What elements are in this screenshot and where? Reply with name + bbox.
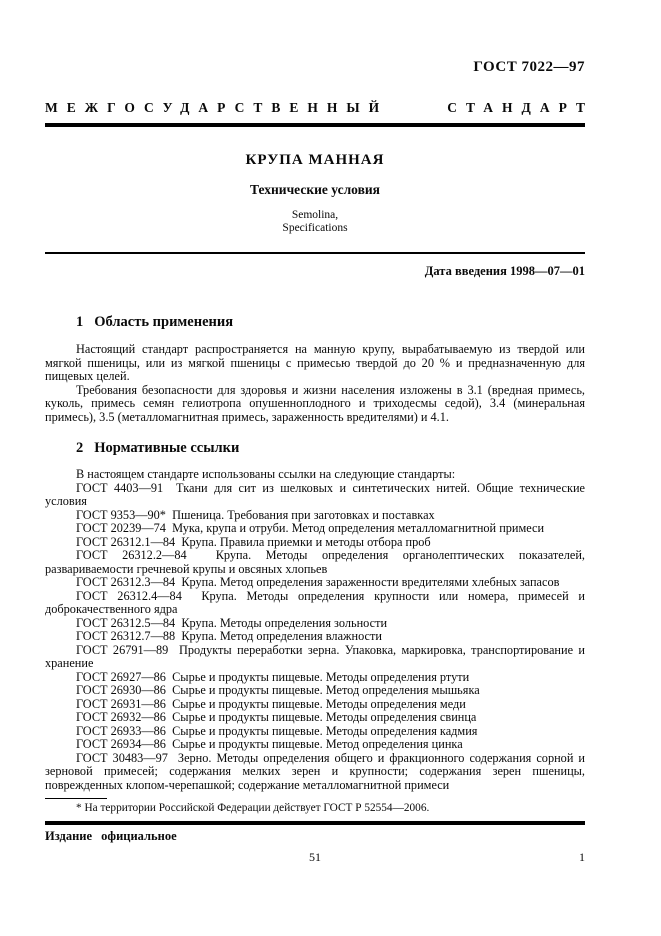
doc-code: ГОСТ 7022—97 bbox=[473, 59, 585, 75]
header-rule bbox=[45, 123, 585, 127]
standard-type-banner bbox=[45, 100, 594, 115]
reference-item: ГОСТ 26934—86 Сырье и продукты пищевые. Метод определения цинка bbox=[76, 737, 463, 751]
reference-item: ГОСТ 26312.5—84 Крупа. Методы определения зольности bbox=[76, 615, 388, 630]
title-english-line-1: Semolina, bbox=[291, 209, 339, 221]
effective-date: Дата введения 1998—07—01 bbox=[424, 264, 585, 278]
reference-item: ГОСТ 26931—86 Сырье и продукты пищевые. Методы определения меди bbox=[76, 696, 466, 711]
footnote: * На территории Российской Федерации действует ГОСТ Р 52554—2006. bbox=[76, 802, 430, 814]
reference-item: ГОСТ 26930—86 Сырье и продукты пищевые. Метод определения мышьяка bbox=[76, 683, 480, 697]
reference-item: ГОСТ 9353—90* Пшеница. Требования при заготовках и поставках bbox=[76, 507, 435, 522]
page-number-right: 1 bbox=[579, 850, 585, 864]
reference-item: ГОСТ 30483—97 Зерно. Методы определения общего и фракционного содержания сорной и зерновой примесей; содержания мелких зерен и крупности; содержания зерен пшеницы, поврежденных клопом-черепашкой; содержание металломагнитной примеси bbox=[45, 750, 585, 792]
reference-item: ГОСТ 26933—86 Сырье и продукты пищевые. Методы определения кадмия bbox=[76, 723, 478, 738]
banner-word-2: СТАНДАРТ bbox=[447, 100, 594, 115]
edition-note: Издание официальное bbox=[45, 829, 177, 843]
section-1-body bbox=[45, 343, 585, 424]
reference-item: ГОСТ 26312.1—84 Крупа. Правила приемки и методы отбора проб bbox=[76, 534, 431, 549]
footer-rule bbox=[45, 821, 585, 825]
reference-item: ГОСТ 26312.2—84 Крупа. Методы определения органолептических показателей, развариваемости гречневой крупы и овсяных хлопьев bbox=[45, 548, 585, 576]
reference-item: ГОСТ 20239—74 Мука, крупа и отруби. Метод определения металломагнитной примеси bbox=[76, 521, 545, 535]
section-2-heading bbox=[45, 440, 585, 456]
references-intro: В настоящем стандарте использованы ссылки на следующие стандарты: bbox=[76, 467, 456, 481]
document-title: КРУПА МАННАЯ bbox=[245, 152, 385, 168]
reference-item: ГОСТ 26791—89 Продукты переработки зерна. Упаковка, маркировка, транспортирование и хранение bbox=[45, 642, 585, 670]
page-numbers bbox=[45, 850, 585, 864]
paragraph: Настоящий стандарт распространяется на манную крупу, вырабатываемую из твердой или мягкой пшеницы, или из мягкой пшеницы с примесью твердой до 20 % и предназначенную для пищевых целей. bbox=[45, 342, 585, 383]
paragraph: Требования безопасности для здоровья и жизни населения изложены в 3.1 (вредная примесь, куколь, примесь семян гелиотропа опушенноплодного и триходесмы седой), 3.4 (минеральная примесь), 3.5 (металломагнитная примесь, зараженность вредителями) и 4.1. bbox=[45, 382, 585, 424]
section-1-title: Область применения bbox=[94, 314, 234, 330]
section-1-number: 1 bbox=[76, 314, 84, 330]
page-number-center: 51 bbox=[309, 850, 321, 864]
date-rule bbox=[45, 252, 585, 254]
reference-item: ГОСТ 26312.4—84 Крупа. Методы определения крупности или номера, примесей и доброкачественного ядра bbox=[45, 588, 585, 616]
reference-item: ГОСТ 4403—91 Ткани для сит из шелковых и синтетических нитей. Общие технические условия bbox=[45, 480, 585, 508]
title-english-line-2: Specifications bbox=[282, 222, 348, 234]
reference-item: ГОСТ 26927—86 Сырье и продукты пищевые. Методы определения ртути bbox=[76, 669, 470, 684]
section-2-number: 2 bbox=[76, 440, 84, 456]
document-subtitle: Технические условия bbox=[250, 182, 380, 197]
document-title-english bbox=[45, 209, 585, 235]
section-2-title: Нормативные ссылки bbox=[94, 440, 240, 456]
banner-word-1: МЕЖГОСУДАРСТВЕННЫЙ bbox=[45, 100, 389, 115]
footnote-separator bbox=[45, 798, 107, 799]
reference-item: ГОСТ 26312.3—84 Крупа. Метод определения зараженности вредителями хлебных запасов bbox=[76, 575, 560, 589]
reference-item: ГОСТ 26312.7—88 Крупа. Метод определения влажности bbox=[76, 629, 382, 643]
section-1-heading bbox=[45, 314, 585, 330]
section-2-body bbox=[45, 468, 585, 792]
reference-item: ГОСТ 26932—86 Сырье и продукты пищевые. Методы определения свинца bbox=[76, 710, 477, 724]
